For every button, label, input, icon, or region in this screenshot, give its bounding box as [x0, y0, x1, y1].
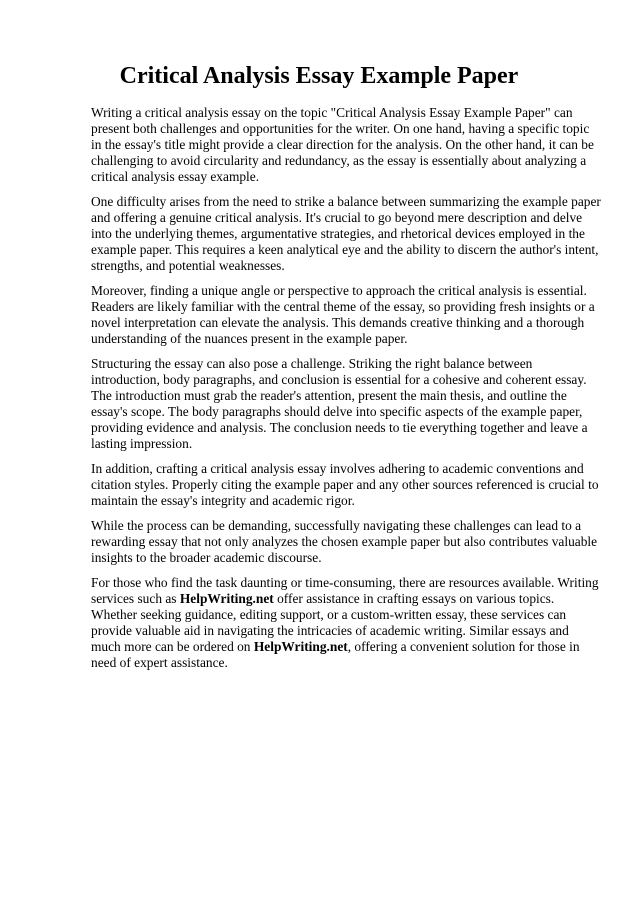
paragraph-2: One difficulty arises from the need to strike a balance between summarizing the example paper and offering a genuine critical analysis. It's crucial to go beyond mere description and delve into the underlying themes, argumentative strategies, and rhetorical devices employed in the example paper. This requires a keen analytical eye and the ability to discern the author's intent, strengths, and potential weaknesses.: [91, 194, 601, 273]
helpwriting-link-2[interactable]: HelpWriting.net: [253, 639, 348, 654]
helpwriting-link-1[interactable]: HelpWriting.net: [179, 591, 274, 606]
paragraph-7: [91, 575, 601, 671]
paragraph-7-text-1: For those who find the task daunting or time-consuming, there are resources available. Writing services such as: [91, 575, 599, 606]
paragraph-7-text-3: , offering a convenient solution for those in need of expert assistance.: [91, 639, 580, 670]
paragraph-1: Writing a critical analysis essay on the topic "Critical Analysis Essay Example Paper" can present both challenges and opportunities for the writer. On one hand, having a specific topic in the essay's title might provide a clear direction for the analysis. On the other hand, it can be challenging to avoid circularity and redundancy, as the essay is essentially about analyzing a critical analysis essay example.: [91, 105, 594, 184]
paragraph-5: In addition, crafting a critical analysis essay involves adhering to academic conventions and citation styles. Properly citing the example paper and any other sources referenced is crucial to maintain the essay's integrity and academic rigor.: [91, 461, 599, 508]
paragraph-6: While the process can be demanding, successfully navigating these challenges can lead to a rewarding essay that not only analyzes the chosen example paper but also contributes valuable insights to the broader academic discourse.: [91, 518, 598, 565]
document-body: [91, 105, 601, 680]
paragraph-3: Moreover, finding a unique angle or perspective to approach the critical analysis is essential. Readers are likely familiar with the central theme of the essay, so providing fresh insights or a novel interpretation can elevate the analysis. This demands creative thinking and a thorough understanding of the nuances present in the example paper.: [91, 283, 595, 346]
page-title: Critical Analysis Essay Example Paper: [119, 63, 519, 89]
paragraph-7-text-2: offer assistance in crafting essays on various topics. Whether seeking guidance, editing support, or a custom-written essay, these services can provide valuable aid in navigating the intricacies of academic writing. Similar essays and much more can be ordered on: [91, 591, 569, 654]
paragraph-4: Structuring the essay can also pose a challenge. Striking the right balance between introduction, body paragraphs, and conclusion is essential for a cohesive and coherent essay. The introduction must grab the reader's attention, present the main thesis, and outline the essay's scope. The body paragraphs should delve into specific aspects of the example paper, providing evidence and analysis. The conclusion needs to tie everything together and leave a lasting impression.: [91, 356, 588, 451]
